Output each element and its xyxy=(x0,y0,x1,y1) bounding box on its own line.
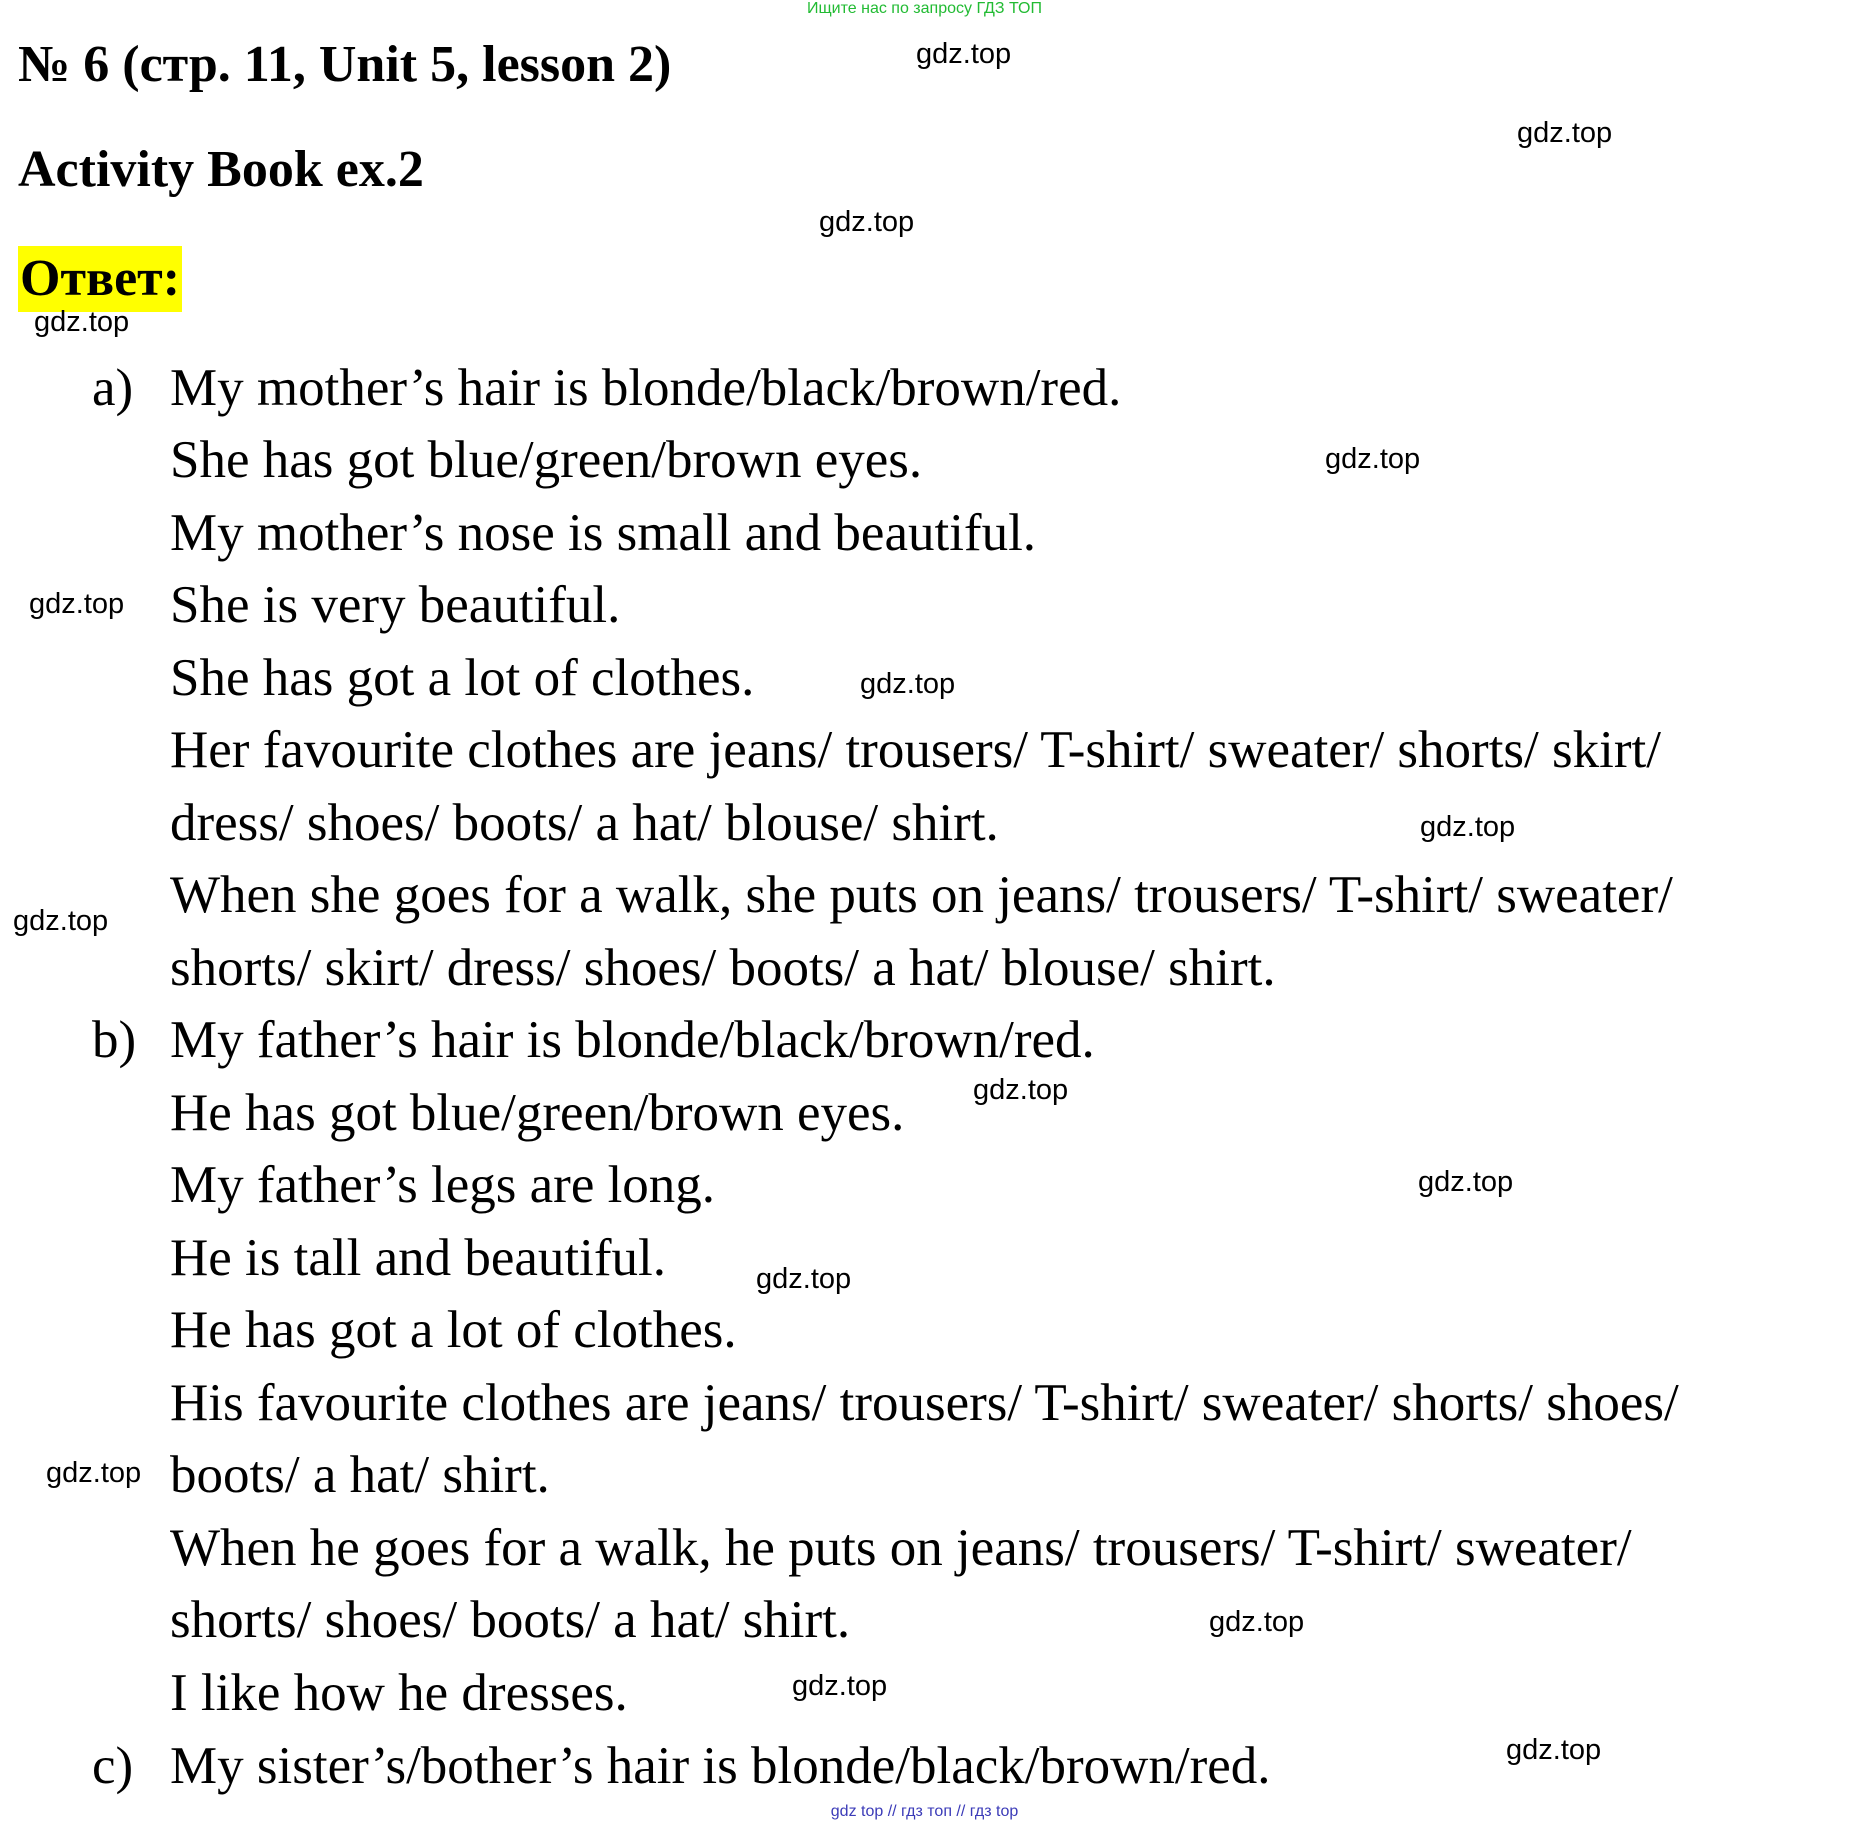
watermark: gdz.top xyxy=(29,588,125,620)
answer-line: dress/ shoes/ boots/ a hat/ blouse/ shirt. xyxy=(170,794,999,852)
answer-line: My mother’s hair is blonde/black/brown/red. xyxy=(170,359,1122,417)
watermark: gdz.top xyxy=(792,1670,888,1702)
watermark: gdz.top xyxy=(973,1074,1069,1106)
page-subtitle: Activity Book ex.2 xyxy=(18,141,424,198)
answer-line: He has got blue/green/brown eyes. xyxy=(170,1084,905,1142)
answer-line: She is very beautiful. xyxy=(170,576,621,634)
list-marker-a: a) xyxy=(92,359,134,417)
watermark: gdz.top xyxy=(1506,1734,1602,1766)
answer-line: She has got a lot of clothes. xyxy=(170,649,755,707)
answer-line: He is tall and beautiful. xyxy=(170,1229,666,1287)
watermark: gdz.top xyxy=(1517,117,1613,149)
watermark: gdz.top xyxy=(13,905,109,937)
answer-line: When he goes for a walk, he puts on jeans/ trousers/ T-shirt/ sweater/ xyxy=(170,1519,1632,1577)
watermark: gdz.top xyxy=(756,1263,852,1295)
answer-line: shorts/ skirt/ dress/ shoes/ boots/ a hat/ blouse/ shirt. xyxy=(170,939,1276,997)
answer-line: My father’s hair is blonde/black/brown/red. xyxy=(170,1011,1095,1069)
answer-line: He has got a lot of clothes. xyxy=(170,1301,737,1359)
answer-line: shorts/ shoes/ boots/ a hat/ shirt. xyxy=(170,1591,851,1649)
watermark: gdz.top xyxy=(46,1457,142,1489)
watermark: gdz.top xyxy=(34,306,130,338)
answer-line: She has got blue/green/brown eyes. xyxy=(170,431,923,489)
answer-line: His favourite clothes are jeans/ trousers/ T-shirt/ sweater/ shorts/ shoes/ xyxy=(170,1374,1679,1432)
watermark: gdz.top xyxy=(916,38,1012,70)
watermark: gdz.top xyxy=(1418,1166,1514,1198)
footer-links: gdz top // гдз топ // гдз top xyxy=(830,1803,1019,1820)
list-marker-c: c) xyxy=(92,1737,134,1795)
page-title: № 6 (стр. 11, Unit 5, lesson 2) xyxy=(18,36,672,93)
list-marker-b: b) xyxy=(92,1011,137,1069)
watermark: gdz.top xyxy=(1420,811,1516,843)
watermark: gdz.top xyxy=(860,668,956,700)
watermark: gdz.top xyxy=(819,206,915,238)
answer-line: When she goes for a walk, she puts on jeans/ trousers/ T-shirt/ sweater/ xyxy=(170,866,1673,924)
answer-line: My sister’s/bother’s hair is blonde/black/brown/red. xyxy=(170,1737,1271,1795)
answer-label: Ответ: xyxy=(18,246,182,312)
top-banner: Ищите нас по запросу ГДЗ ТОП xyxy=(807,0,1042,17)
answer-line: My father’s legs are long. xyxy=(170,1156,716,1214)
answer-line: boots/ a hat/ shirt. xyxy=(170,1446,550,1504)
answer-line: My mother’s nose is small and beautiful. xyxy=(170,504,1037,562)
answer-line: Her favourite clothes are jeans/ trousers/ T-shirt/ sweater/ shorts/ skirt/ xyxy=(170,721,1661,779)
watermark: gdz.top xyxy=(1209,1606,1305,1638)
answer-line: I like how he dresses. xyxy=(170,1664,628,1722)
watermark: gdz.top xyxy=(1325,443,1421,475)
